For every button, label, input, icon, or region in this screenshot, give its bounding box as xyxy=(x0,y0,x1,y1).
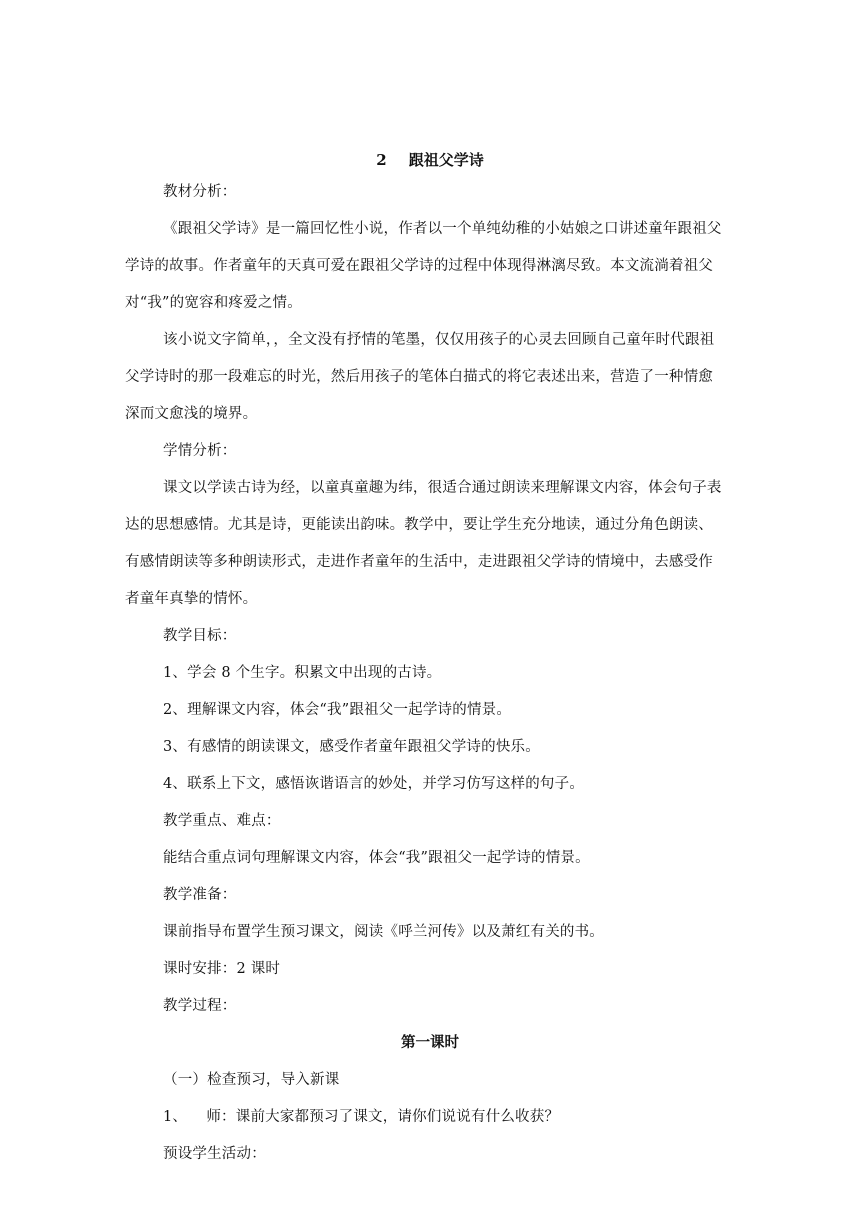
paragraph-line: 该小说文字简单，，全文没有抒情的笔墨，仅仅用孩子的心灵去回顾自己童年时代跟祖 xyxy=(163,332,715,348)
paragraph-line: 学诗的故事。作者童年的天真可爱在跟祖父学诗的过程中体现得淋漓尽致。本文流淌着祖父 xyxy=(125,258,713,274)
heading-key-points: 教学重点、难点： xyxy=(163,813,281,829)
heading-process: 教学过程： xyxy=(163,998,237,1014)
goal-item: 1、学会 8 个生字。积累文中出现的古诗。 xyxy=(163,665,442,681)
paragraph-line: 课前指导布置学生预习课文，阅读《呼兰河传》以及萧红有关的书。 xyxy=(163,924,604,940)
paragraph-line: 预设学生活动： xyxy=(163,1146,266,1162)
goal-item: 4、联系上下文，感悟诙谐语言的妙处，并学习仿写这样的句子。 xyxy=(163,776,585,792)
numbered-line: 1、 师：课前大家都预习了课文，请你们说说有什么收获？ xyxy=(163,1109,560,1125)
heading-teaching-goals: 教学目标： xyxy=(163,628,237,644)
paragraph-line: 达的思想感情。尤其是诗，更能读出韵味。教学中，要让学生充分地读，通过分角色朗读、 xyxy=(125,517,713,533)
heading-material-analysis: 教材分析： xyxy=(163,184,237,200)
schedule-line: 课时安排：2 课时 xyxy=(163,961,281,977)
paragraph-line: 能结合重点词句理解课文内容，体会“我”跟祖父一起学诗的情景。 xyxy=(163,850,590,866)
heading-preparation: 教学准备： xyxy=(163,887,237,903)
goal-item: 3、有感情的朗读课文，感受作者童年跟祖父学诗的快乐。 xyxy=(163,739,540,755)
paragraph-line: 《跟祖父学诗》是一篇回忆性小说，作者以一个单纯幼稚的小姑娘之口讲述童年跟祖父 xyxy=(163,221,722,237)
document-title xyxy=(0,148,860,172)
paragraph-line: 对“我”的宽容和疼爱之情。 xyxy=(125,295,302,311)
paragraph-line: 深而文愈浅的境界。 xyxy=(125,406,258,422)
paragraph-line: 者童年真挚的情怀。 xyxy=(125,591,258,607)
subheading-first-lesson: 第一课时 xyxy=(401,1034,459,1051)
paragraph-line: 有感情朗读等多种朗读形式，走进作者童年的生活中，走进跟祖父学诗的情境中，去感受作 xyxy=(125,554,713,570)
paragraph-line: 课文以学读古诗为经，以童真童趣为纬，很适合通过朗读来理解课文内容，体会句子表 xyxy=(163,480,722,496)
heading-learner-analysis: 学情分析： xyxy=(163,443,237,459)
section-heading: （一）检查预习，导入新课 xyxy=(163,1072,340,1088)
title-text: 跟祖父学诗 xyxy=(408,151,484,169)
title-number: 2 xyxy=(376,151,387,169)
goal-item: 2、理解课文内容，体会“我”跟祖父一起学诗的情景。 xyxy=(163,702,512,718)
paragraph-line: 父学诗时的那一段难忘的时光，然后用孩子的笔体白描式的将它表述出来，营造了一种情愈 xyxy=(125,369,713,385)
